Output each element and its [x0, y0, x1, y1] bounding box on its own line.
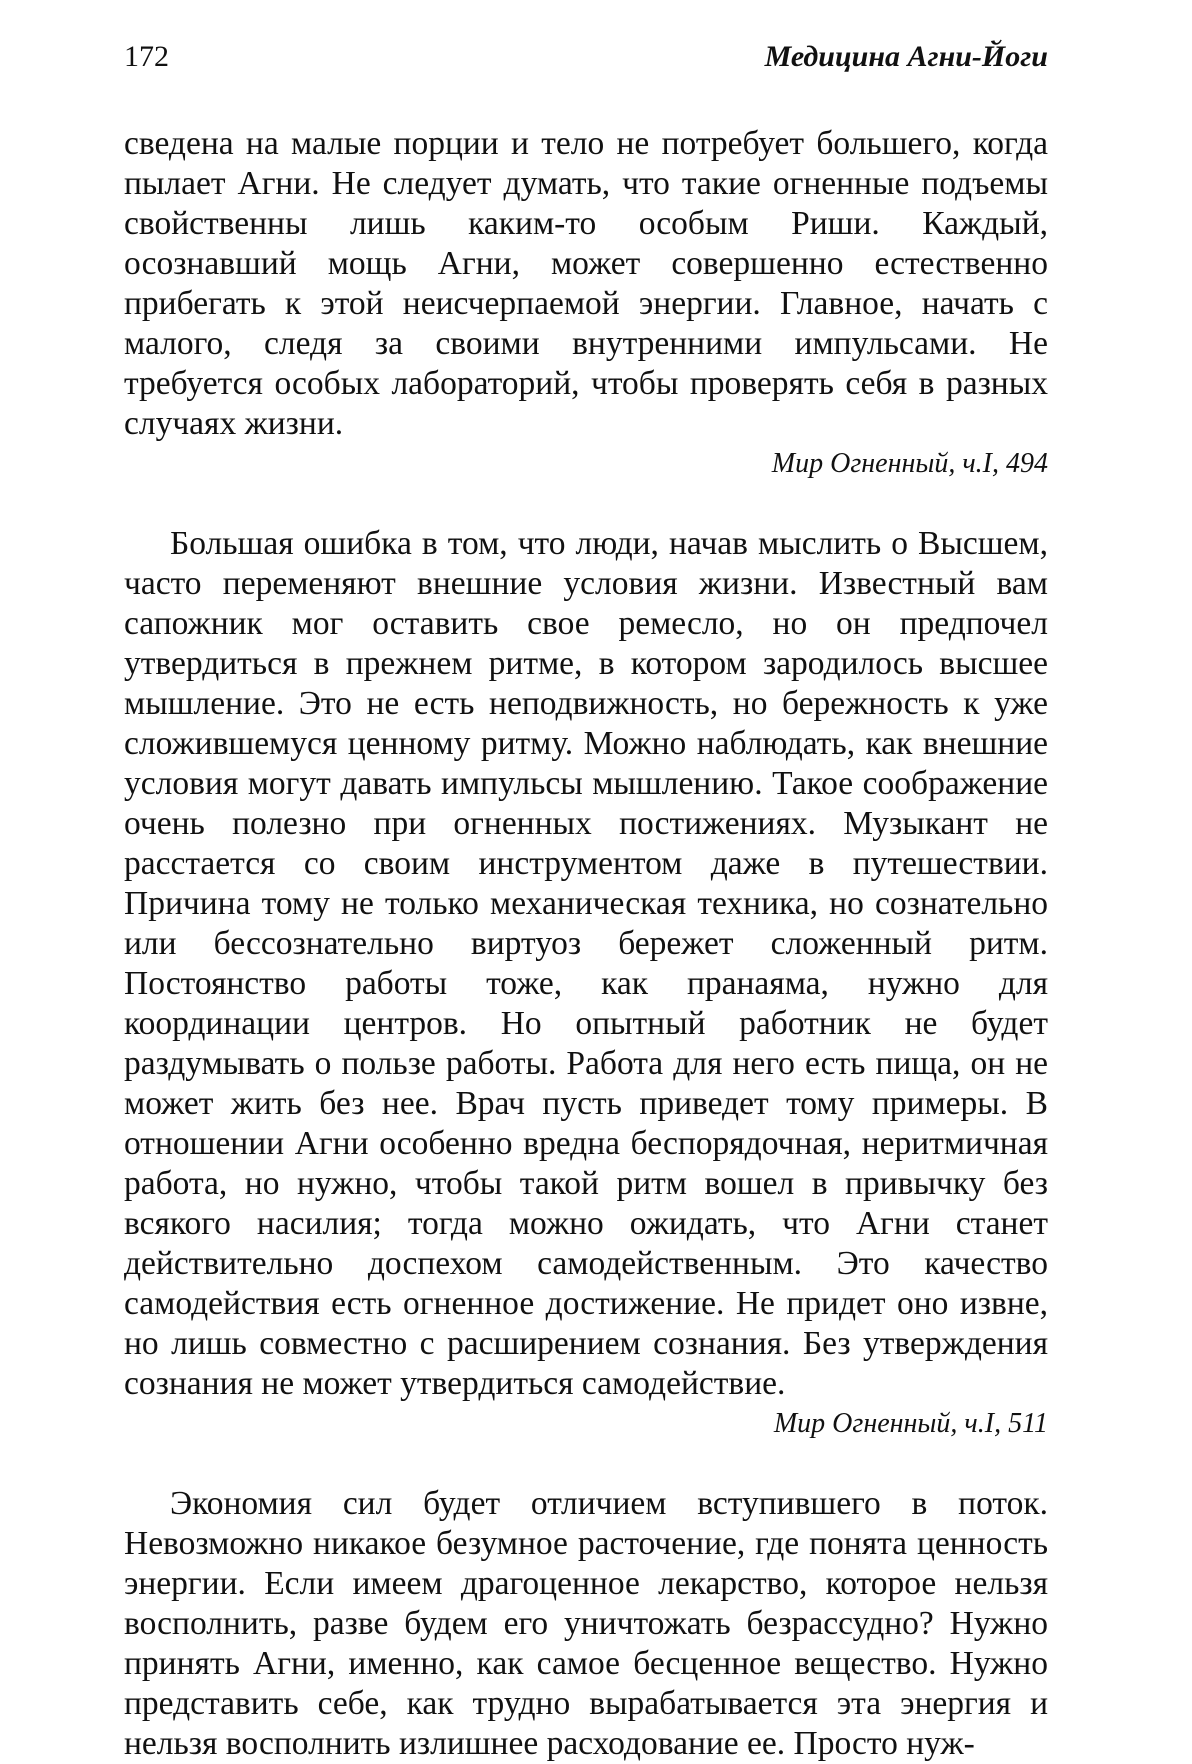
paragraph-2: Большая ошибка в том, что люди, начав мыслить о Высшем, часто переменяют внешние условия жизни. Известный вам сапожник мог оставить свое ремесло, но он предпочел утвердиться в прежнем ритме, в котором зародилось высшее мышление. Это не есть неподвижность, но бережность к уже сложившемуся ценному ритму. Можно наблюдать, как внешние условия могут давать импульсы мышлению. Такое соображение очень полезно при огненных постижениях. Музыкант не расстается со своим инструментом даже в путешествии. Причина тому не только механическая техника, но сознательно или бессознательно виртуоз бережет сложенный ритм. Постоянство работы тоже, как пранаяма, нужно для координации центров. Но опытный работник не будет раздумывать о пользе работы. Работа для него есть пища, он не может жить без нее. Врач пусть приведет тому примеры. В отношении Агни особенно вредна беспорядочная, неритмичная работа, но нужно, чтобы такой ритм вошел в привычку без всякого насилия; тогда можно ожидать, что Агни станет действительно доспехом самодейственным. Это качество самодействия есть огненное достижение. Не придет оно извне, но лишь совместно с расширением сознания. Без утверждения сознания не может утвердиться самодействие.	[124, 525, 1048, 1402]
running-head	[124, 40, 1048, 84]
paragraph-3: Экономия сил будет отличием вступившего в поток. Невозможно никакое безумное расточение, где понята ценность энергии. Если имеем драгоценное лекарство, которое нельзя восполнить, разве будем его уничтожать безрассудно? Нужно принять Агни, именно, как самое бесценное вещество. Нужно представить себе, как трудно вырабатывается эта энергия и нельзя восполнить излишнее расходование ее. Просто нуж-	[124, 1485, 1048, 1762]
running-title: Медицина Агни-Йоги	[764, 40, 1048, 73]
text-block	[124, 124, 1048, 1764]
source-citation-1: Мир Огненный, ч.I, 494	[771, 448, 1048, 479]
book-page	[124, 40, 1048, 1764]
paragraph-gap	[124, 484, 1048, 524]
paragraph-1: сведена на малые порции и тело не потребует большего, когда пылает Агни. Не следует думать, что такие огненные подъемы свойственны лишь каким-то особым Риши. Каждый, осознавший мощь Агни, может совершенно естественно прибегать к этой неисчерпаемой энергии. Главное, начать с малого, следя за своими внутренними импульсами. Не требуется особых лабораторий, чтобы проверять себя в разных случаях жизни.	[124, 125, 1048, 442]
page-number: 172	[124, 40, 169, 73]
source-citation-2: Мир Огненный, ч.I, 511	[773, 1408, 1048, 1439]
paragraph-gap	[124, 1444, 1048, 1484]
